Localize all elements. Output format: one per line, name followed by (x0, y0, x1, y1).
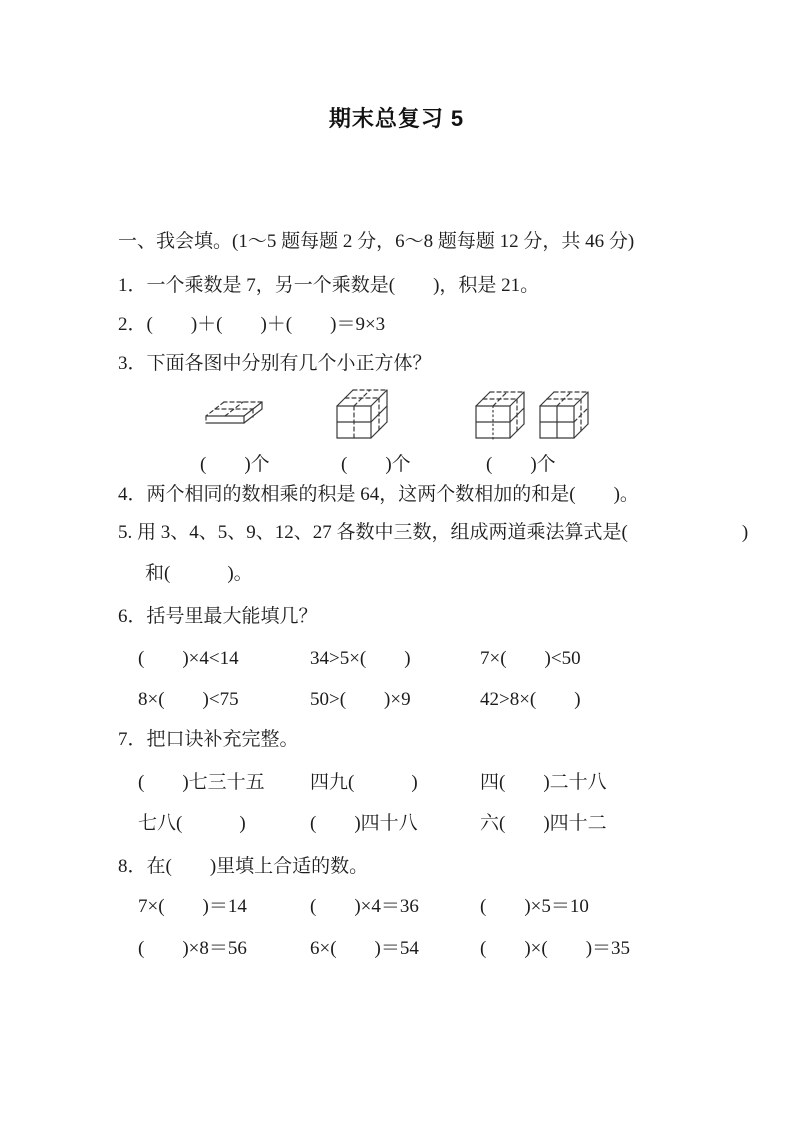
question-6-row-1 (138, 648, 581, 670)
question-1: 1．一个乘数是 7，另一个乘数是( )，积是 21。 (118, 275, 540, 296)
q6-expression: 7×( )<50 (480, 648, 581, 669)
question-6-prompt: 6．括号里最大能填几？ (118, 606, 318, 627)
question-3-answer-blank-3: ( )个 (486, 454, 556, 475)
question-5-line-2: 和( )。 (145, 563, 253, 584)
q7-formula: ( )四十八 (310, 813, 418, 834)
section-heading: 一、我会填。(1～5 题每题 2 分，6～8 题每题 12 分，共 46 分) (118, 231, 635, 252)
question-8-row-1 (138, 896, 589, 918)
question-7-prompt: 7．把口诀补充完整。 (118, 729, 299, 750)
question-4: 4．两个相同的数相乘的积是 64，这两个数相加的和是( )。 (118, 484, 639, 505)
q6-expression: ( )×4<14 (138, 648, 239, 669)
q8-equation: ( )×8＝56 (138, 938, 247, 959)
q8-equation: ( )×4＝36 (310, 896, 419, 917)
q8-equation: 7×( )＝14 (138, 896, 247, 917)
page-title: 期末总复习 5 (328, 106, 465, 131)
q8-equation: ( )×5＝10 (480, 896, 589, 917)
question-3-prompt: 3．下面各图中分别有几个小正方体？ (118, 353, 432, 374)
q6-expression: 34>5×( ) (310, 648, 411, 669)
question-7-row-2 (138, 813, 607, 835)
cube-figure-2-large-cube (333, 382, 393, 444)
q7-formula: 四( )二十八 (480, 772, 607, 793)
question-8-prompt: 8．在( )里填上合适的数。 (118, 856, 369, 877)
question-3-answer-blank-2: ( )个 (341, 454, 411, 475)
cube-figure-3-two-cubes (474, 384, 592, 444)
q7-formula: 七八( ) (138, 813, 246, 834)
question-6-row-2 (138, 689, 581, 711)
q6-expression: 42>8×( ) (480, 689, 581, 710)
q6-expression: 50>( )×9 (310, 689, 411, 710)
q6-expression: 8×( )<75 (138, 689, 239, 710)
question-5-line-1: 5. 用 3、4、5、9、12、27 各数中三数，组成两道乘法算式是( ) (118, 522, 749, 543)
question-3-answer-blank-1: ( )个 (200, 454, 270, 475)
q7-formula: 四九( ) (310, 772, 418, 793)
question-7-row-1 (138, 772, 607, 794)
question-2: 2．( )＋( )＋( )＝9×3 (118, 314, 386, 335)
q8-equation: 6×( )＝54 (310, 938, 419, 959)
cube-figure-1-flat-slab (200, 390, 270, 432)
q7-formula: ( )七三十五 (138, 772, 265, 793)
question-8-row-2 (138, 938, 630, 960)
q8-equation: ( )×( )＝35 (480, 938, 631, 959)
q7-formula: 六( )四十二 (480, 813, 607, 834)
